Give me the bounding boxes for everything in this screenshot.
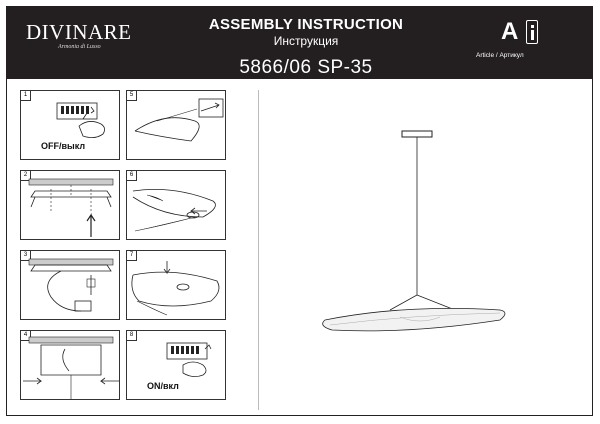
step-5 [126,90,226,160]
step-number: 6 [126,170,137,181]
step-number: 3 [20,250,31,261]
brand-tagline: Armonia di Lusso [58,44,101,50]
step-number: 4 [20,330,31,341]
arrow-icon [23,378,41,384]
hand-icon [183,362,206,377]
step-1 [20,90,120,160]
steps-grid [20,90,256,410]
step-number: 5 [126,90,137,101]
step-8 [126,330,226,400]
model-number: 5866/06 SP-35 [239,57,373,78]
arrow-icon [191,208,207,214]
step-2 [20,170,120,240]
step-3 [20,250,120,320]
step-number: 2 [20,170,31,181]
brand-logo: DIVINARE [26,20,132,44]
step-number: 8 [126,330,137,341]
info-book-icon [526,20,538,44]
hand-icon [79,121,105,137]
lamp-drawing [280,95,580,395]
header-bar [6,6,593,79]
article-label: Article / Артикул [476,52,524,59]
step-7 [126,250,226,320]
arrow-icon [87,215,95,237]
step-8-label: ON/вкл [147,381,179,391]
article-letter: A [501,18,519,45]
step-1-label: OFF/выкл [41,141,86,151]
title-russian: Инструкция [273,34,339,48]
step-number: 1 [20,90,31,101]
arrow-icon [164,261,170,273]
step-4 [20,330,120,400]
step-number: 7 [126,250,137,261]
step-6 [126,170,226,240]
title-english: ASSEMBLY INSTRUCTION [208,16,404,33]
column-divider [258,90,259,410]
